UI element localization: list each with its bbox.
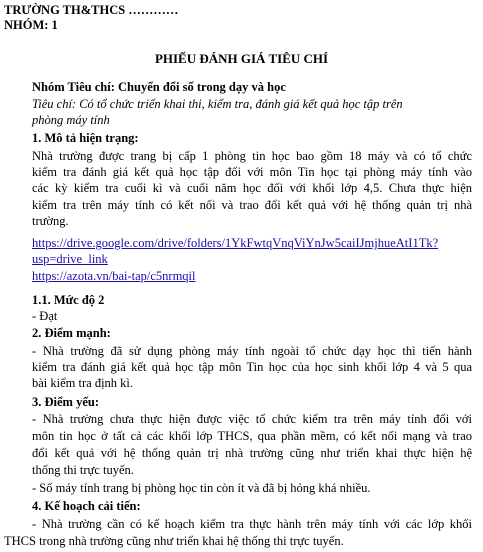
drive-link-line-1[interactable]: https://drive.google.com/drive/folders/1YkFwtqVnqViYnJw5caiIJmjhueAtI1Tk? [32, 236, 439, 250]
section2-heading: 2. Điểm mạnh: [32, 326, 111, 340]
section3-line-1: - Nhà trường chưa thực hiện được việc tổ chức kiểm tra trên máy tính đối với [32, 412, 472, 426]
group-name: NHÓM: 1 [4, 18, 58, 32]
criteria-group: Nhóm Tiêu chí: Chuyển đổi số trong dạy và học [32, 80, 286, 94]
section1-line-5: trường. [32, 214, 69, 228]
section3-line-5: - Số máy tính trang bị phòng học tin còn ít và đã bị hỏng khá nhiều. [32, 481, 371, 495]
section1-line-1: Nhà trường được trang bị cấp 1 phòng tin học bao gồm 18 máy và có tổ chức [32, 149, 472, 163]
section2-line-2: kiểm tra đánh giá kết quả học tập môn Tin học của học sinh khối lớp 4 và 5 qua [32, 360, 472, 374]
section4-heading: 4. Kế hoạch cải tiến: [32, 499, 141, 513]
section1-line-3: các kỳ kiểm tra cuối kì và cuối năm học đối với khối lớp 4,5. Chưa thực hiện [32, 181, 472, 195]
section1-line-2: kiểm tra đánh giá kết quả học tập đối với môn Tin học tại phòng máy tính vào [32, 165, 472, 179]
criterion-line-1: Tiêu chí: Có tổ chức triển khai thi, kiểm tra, đánh giá kết quả học tập trên [32, 97, 403, 111]
section3-line-3: đổi kết quả với hệ thống quản trị nhà trường cũng như triển khai thực hiện hệ [32, 446, 472, 460]
section1-line-4: kiểm tra trên máy tính có kết nối và trao đổi kết quả với hệ thống quản trị nhà [32, 198, 472, 212]
school-name: TRƯỜNG TH&THCS ………… [4, 3, 179, 17]
page-title: PHIẾU ĐÁNH GIÁ TIÊU CHÍ [154, 51, 329, 66]
section2-line-3: bài kiểm tra định kì. [32, 376, 134, 390]
section4-line-2: THCS trong nhà trường cũng như triển khai hệ thống thi trực tuyến. [4, 534, 344, 548]
drive-link-line-2[interactable]: usp=drive_link [32, 252, 108, 266]
section3-line-2: môn tin học ở tất cả các khối lớp THCS, qua phần mềm, có kết nối mạng và trao [32, 429, 472, 443]
section4-line-1: - Nhà trường cần có kế hoạch kiểm tra thực hành trên máy tính với các lớp khối [32, 517, 472, 531]
section3-heading: 3. Điểm yếu: [32, 395, 99, 409]
section1-heading: 1. Mô tả hiện trạng: [32, 131, 139, 145]
section11-item: - Đạt [32, 309, 58, 323]
criterion-line-2: phòng máy tính [32, 113, 110, 127]
section11-heading: 1.1. Mức độ 2 [32, 293, 105, 307]
azota-link[interactable]: https://azota.vn/bai-tap/c5nrmqil [32, 269, 196, 283]
section3-line-4: thống thi trực tuyến. [32, 463, 134, 477]
section2-line-1: - Nhà trường đã sử dụng phòng máy tính ngoài tổ chức dạy học thì tiến hành [32, 344, 472, 358]
